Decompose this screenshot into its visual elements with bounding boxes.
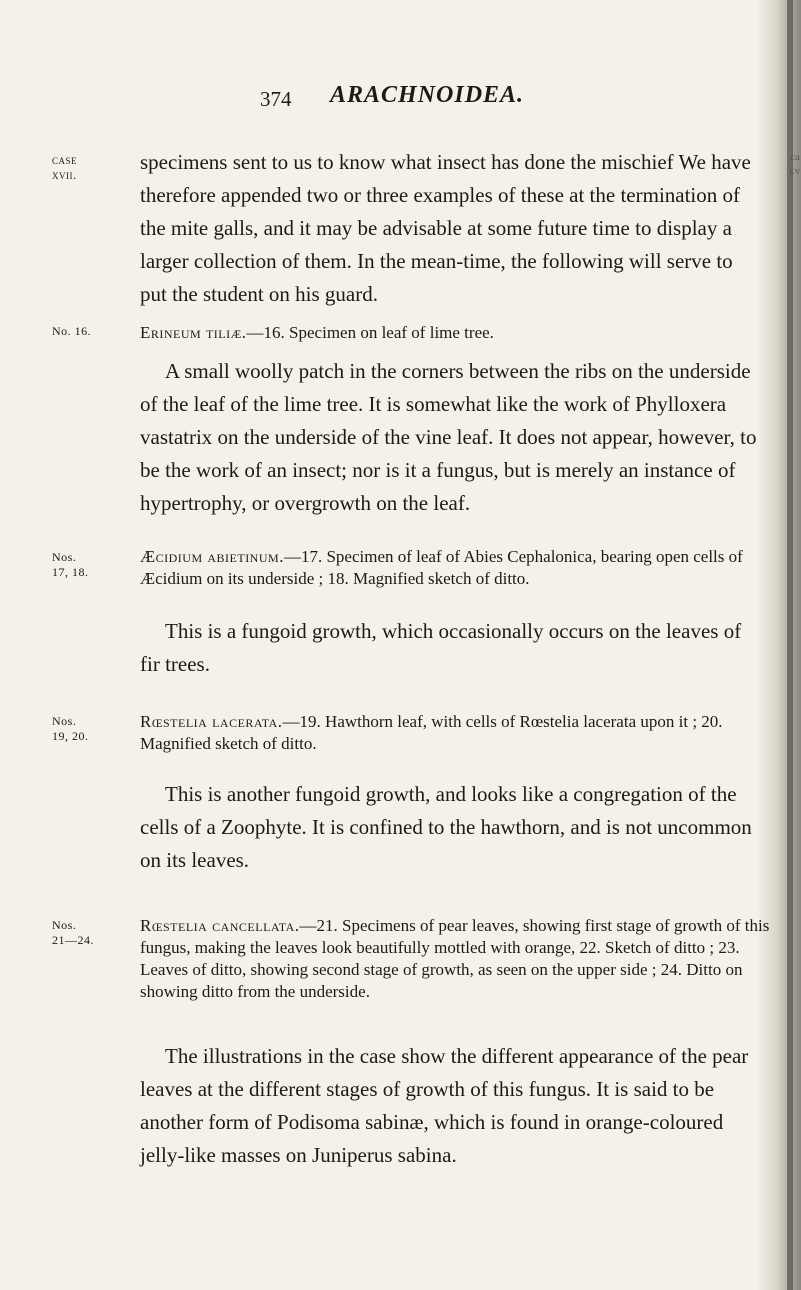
adjacent-page-fragment: ca [790, 151, 800, 163]
binding-edge [787, 0, 793, 1290]
margin-nos-label: Nos. [52, 714, 77, 728]
margin-no16: No. 16. [52, 324, 92, 338]
margin-nos-19-20 [52, 714, 89, 744]
margin-nos-21-24 [52, 918, 94, 948]
page-gutter-shadow [757, 0, 801, 1290]
margin-nos-17-18 [52, 550, 89, 580]
margin-nos-label: Nos. [52, 550, 77, 564]
page-number: 374 [260, 87, 292, 111]
caption-erineum [140, 322, 780, 344]
caption-text: —21. Specimens of pear leaves, showing first stage of growth of this fungus, making the leaves look beautifully mottled with orange, 22. Sketch of ditto ; 23. Leaves of ditto, showing second stage of growth, as seen on the upper side ; 24. Ditto on showing ditto from the underside. [140, 916, 770, 1001]
caption-term: Rœstelia cancellata. [140, 916, 300, 935]
caption-text: —16. Specimen on leaf of lime tree. [246, 323, 494, 342]
margin-nos-range: 19, 20. [52, 729, 89, 743]
caption-text: —19. Hawthorn leaf, with cells of Rœstelia lacerata upon it ; 20. Magnified sketch of ditto. [140, 712, 723, 753]
margin-case-number: xvii. [52, 167, 77, 182]
paragraph-aecidium: This is a fungoid growth, which occasionally occurs on the leaves of fir trees. [140, 619, 742, 676]
caption-roestelia-cancellata [140, 915, 780, 1003]
caption-text: —17. Specimen of leaf of Abies Cephalonica, bearing open cells of Æcidium on its underside ; 18. Magnified sketch of ditto. [140, 547, 743, 588]
margin-case-label [52, 152, 77, 182]
caption-term: Æcidium abietinum. [140, 547, 284, 566]
margin-nos-label: Nos. [52, 918, 77, 932]
paragraph-intro: specimens sent to us to know what insect has done the mischief We have therefore appended two or three examples of these at the termination of the mite galls, and it may be advisable at some future time to display a larger collection of them. In the mean-time, the following will serve to put the student on his guard. [140, 150, 751, 306]
margin-case: case [52, 152, 78, 167]
margin-nos-range: 17, 18. [52, 565, 89, 579]
paragraph-erineum: A small woolly patch in the corners between the ribs on the underside of the leaf of the lime tree. It is somewhat like the work of Phylloxera vastatrix on the underside of the vine leaf. It does not appear, however, to be the work of an insect; nor is it a fungus, but is merely an instance of hypertrophy, or overgrowth on the leaf. [140, 359, 757, 515]
margin-nos-range: 21—24. [52, 933, 94, 947]
paragraph-roestelia-cancellata: The illustrations in the case show the different appearance of the pear leaves at the different stages of growth of this fungus. It is said to be another form of Podisoma sabinæ, which is found in orange-coloured jelly-like masses on Juniperus sabina. [140, 1044, 749, 1167]
adjacent-page-fragment: xv [789, 165, 800, 177]
paragraph-roestelia-lacerata: This is another fungoid growth, and looks like a congregation of the cells of a Zoophyte. It is confined to the hawthorn, and is not uncommon on its leaves. [140, 782, 752, 872]
running-head: ARACHNOIDEA. [330, 82, 525, 108]
caption-term: Rœstelia lacerata. [140, 712, 283, 731]
caption-aecidium [140, 546, 780, 590]
caption-term: Erineum tiliæ. [140, 323, 247, 342]
caption-roestelia-lacerata [140, 711, 780, 755]
